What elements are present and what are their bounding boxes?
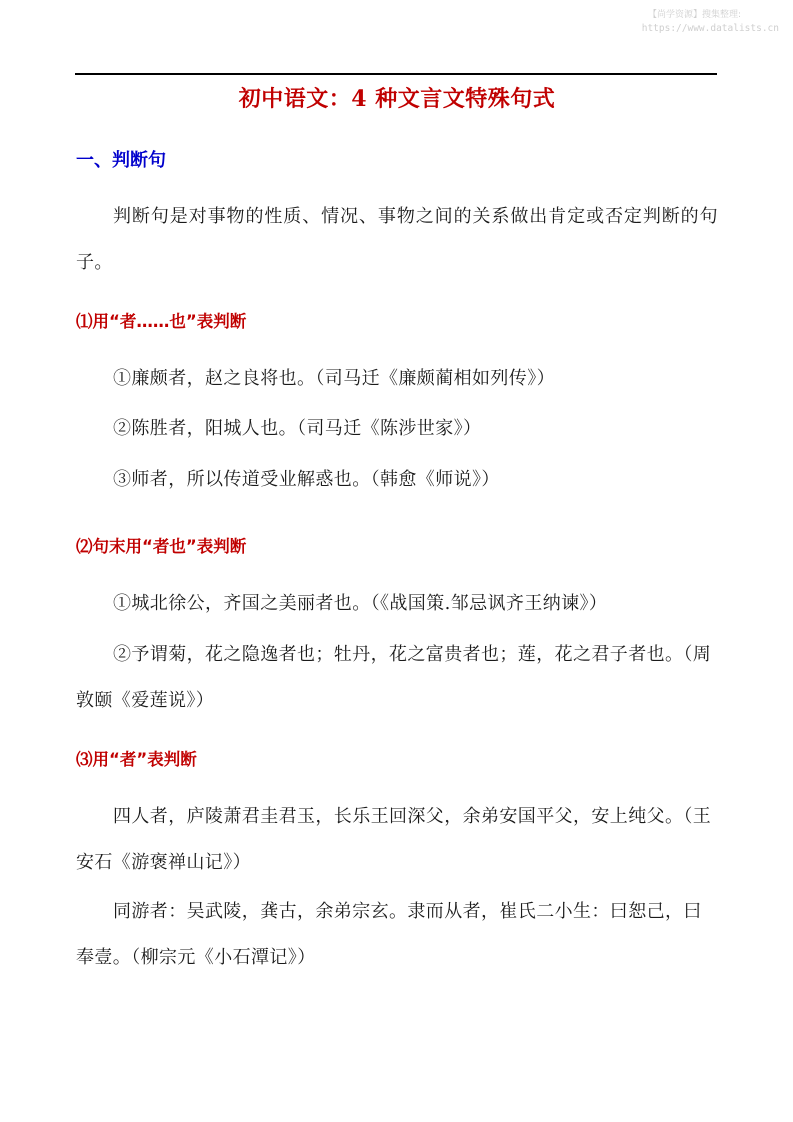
example-2-2: ②予谓菊，花之隐逸者也；牡丹，花之富贵者也；莲，花之君子者也。（周敦颐《爱莲说》） (76, 644, 712, 711)
example-3-1: 四人者，庐陵萧君圭君玉，长乐王回深父，余弟安国平父，安上纯父。（王安石《游褒禅山记》） (76, 806, 712, 873)
example-1-1: ①廉颇者，赵之良将也。（司马迁《廉颇蔺相如列传》） (113, 368, 555, 389)
subsection-heading-2: ⑵句末用“者也”表判断 (76, 537, 247, 556)
document-title: 初中语文：4 种文言文特殊句式 (238, 86, 556, 112)
example-1-3: ③师者，所以传道受业解惑也。（韩愈《师说》） (113, 469, 500, 490)
example-2-1: ①城北徐公，齐国之美丽者也。（《战国策.邹忌讽齐王纳谏》） (113, 593, 608, 614)
watermark-url: https://www.datalists.cn (641, 23, 779, 34)
section-intro: 判断句是对事物的性质、情况、事物之间的关系做出肯定或否定判断的句子。 (76, 206, 718, 273)
header-rule (75, 73, 717, 75)
subsection-heading-1: ⑴用“者……也”表判断 (76, 312, 247, 331)
example-3-2: 同游者：吴武陵，龚古，余弟宗玄。隶而从者，崔氏二小生：曰恕己，曰奉壹。（柳宗元《小石潭记》） (76, 901, 702, 968)
example-1-2: ②陈胜者，阳城人也。（司马迁《陈涉世家》） (113, 418, 482, 439)
watermark (642, 9, 779, 35)
section-heading-judgment: 一、判断句 (76, 150, 166, 171)
watermark-source: 【尚学资源】搜集整理: (647, 10, 741, 20)
subsection-heading-3: ⑶用“者”表判断 (76, 750, 197, 769)
